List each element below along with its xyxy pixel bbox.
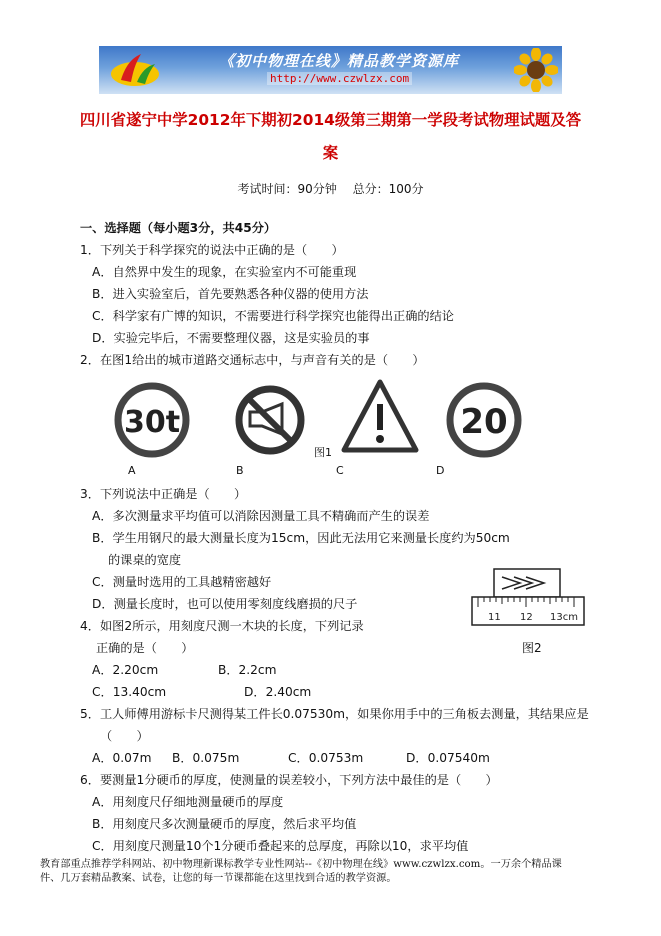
q4-option-b: B．2.2cm bbox=[218, 663, 277, 677]
header-banner bbox=[99, 46, 562, 94]
q1-option-a: A．自然界中发生的现象，在实验室内不可能重现 bbox=[92, 265, 357, 279]
figure-2-label: 图2 bbox=[522, 641, 542, 655]
q6-option-a: A．用刻度尺仔细地测量硬币的厚度 bbox=[92, 795, 284, 809]
q1-option-b: B．进入实验室后，首先要熟悉各种仪器的使用方法 bbox=[92, 287, 369, 301]
q1-option-c: C．科学家有广博的知识，不需要进行科学探究也能得出正确的结论 bbox=[92, 309, 454, 323]
q5-option-a: A．0.07m bbox=[92, 751, 152, 765]
sign-d-text: 20 bbox=[460, 402, 508, 442]
q3-stem: 3．下列说法中正确是（ ） bbox=[80, 487, 247, 501]
exam-info bbox=[0, 180, 661, 197]
no-horn-sign bbox=[239, 389, 301, 451]
q5-stem-cont: （ ） bbox=[100, 729, 149, 743]
q4-stem: 4．如图2所示，用刻度尺测一木块的长度，下列记录 bbox=[80, 619, 364, 633]
q3-option-a: A．多次测量求平均值可以消除因测量工具不精确而产生的误差 bbox=[92, 509, 430, 523]
q1-stem: 1．下列关于科学探究的说法中正确的是（ ） bbox=[80, 243, 344, 257]
q6-stem: 6．要测量1分硬币的厚度，使测量的误差较小，下列方法中最佳的是（ ） bbox=[80, 773, 498, 787]
banner-url: http://www.czwlzx.com bbox=[267, 72, 412, 85]
q3-option-d: D．测量长度时，也可以使用零刻度线磨损的尺子 bbox=[92, 597, 358, 611]
q2-stem: 2．在图1给出的城市道路交通标志中，与声音有关的是（ ） bbox=[80, 353, 425, 367]
footer-line-2: 件、几万套精品教案、试卷，让您的每一节课都能在这里找到合适的教学资源。 bbox=[40, 873, 397, 884]
logo-icon bbox=[107, 50, 163, 90]
page-footer bbox=[40, 858, 625, 886]
sign-label-b: B bbox=[236, 464, 244, 477]
document-title: 四川省遂宁中学2012年下期初2014级第三期第一学段考试物理试题及答案 bbox=[79, 111, 582, 162]
banner-title: 《初中物理在线》精品教学资源库 bbox=[219, 52, 460, 70]
q3-option-c: C．测量时选用的工具越精密越好 bbox=[92, 575, 272, 589]
sign-label-c: C bbox=[336, 464, 344, 477]
ruler-tick-12: 12 bbox=[520, 612, 533, 623]
ruler-tick-11: 11 bbox=[488, 612, 501, 623]
traffic-signs-figure bbox=[100, 376, 540, 476]
ruler-figure bbox=[470, 567, 586, 629]
section-heading: 一、选择题（每小题3分，共45分） bbox=[80, 221, 277, 235]
q5-stem: 5．工人师傅用游标卡尺测得某工件长0.07530m，如果你用手中的三角板去测量，其结果应是 bbox=[80, 707, 589, 721]
q5-option-b: B．0.075m bbox=[172, 751, 240, 765]
warning-sign bbox=[344, 382, 416, 450]
sign-a-text: 30t bbox=[123, 405, 181, 440]
q6-option-b: B．用刻度尺多次测量硬币的厚度，然后求平均值 bbox=[92, 817, 357, 831]
q1-option-d: D．实验完毕后，不需要整理仪器，这是实验员的事 bbox=[92, 331, 370, 345]
exam-score: 总分：100分 bbox=[352, 182, 424, 196]
figure-1-label: 图1 bbox=[314, 446, 332, 459]
q4-option-a: A．2.20cm bbox=[92, 663, 159, 677]
q3-option-b-cont: 的课桌的宽度 bbox=[108, 553, 182, 567]
sign-label-d: D bbox=[436, 464, 445, 477]
exam-time: 考试时间：90分钟 bbox=[237, 182, 337, 196]
q4-option-d: D．2.40cm bbox=[244, 685, 312, 699]
sunflower-icon bbox=[514, 48, 558, 92]
q4-stem-cont: 正确的是（ ） bbox=[96, 641, 194, 655]
q3-option-b: B．学生用钢尺的最大测量长度为15cm，因此无法用它来测量长度约为50cm bbox=[92, 531, 510, 545]
q5-option-d: D．0.07540m bbox=[406, 751, 490, 765]
q6-option-c: C．用刻度尺测量10个1分硬币叠起来的总厚度，再除以10，求平均值 bbox=[92, 839, 469, 853]
speed-limit-30t-sign bbox=[118, 386, 186, 454]
q5-option-c: C．0.0753m bbox=[288, 751, 364, 765]
q4-option-c: C．13.40cm bbox=[92, 685, 167, 699]
speed-limit-20-sign bbox=[450, 386, 518, 454]
footer-line-1: 教育部重点推荐学科网站、初中物理新课标教学专业性网站--《初中物理在线》www.czwlzx.com。一万余个精品课 bbox=[40, 859, 562, 870]
ruler-tick-13cm: 13cm bbox=[550, 612, 578, 623]
sign-label-a: A bbox=[128, 464, 136, 477]
